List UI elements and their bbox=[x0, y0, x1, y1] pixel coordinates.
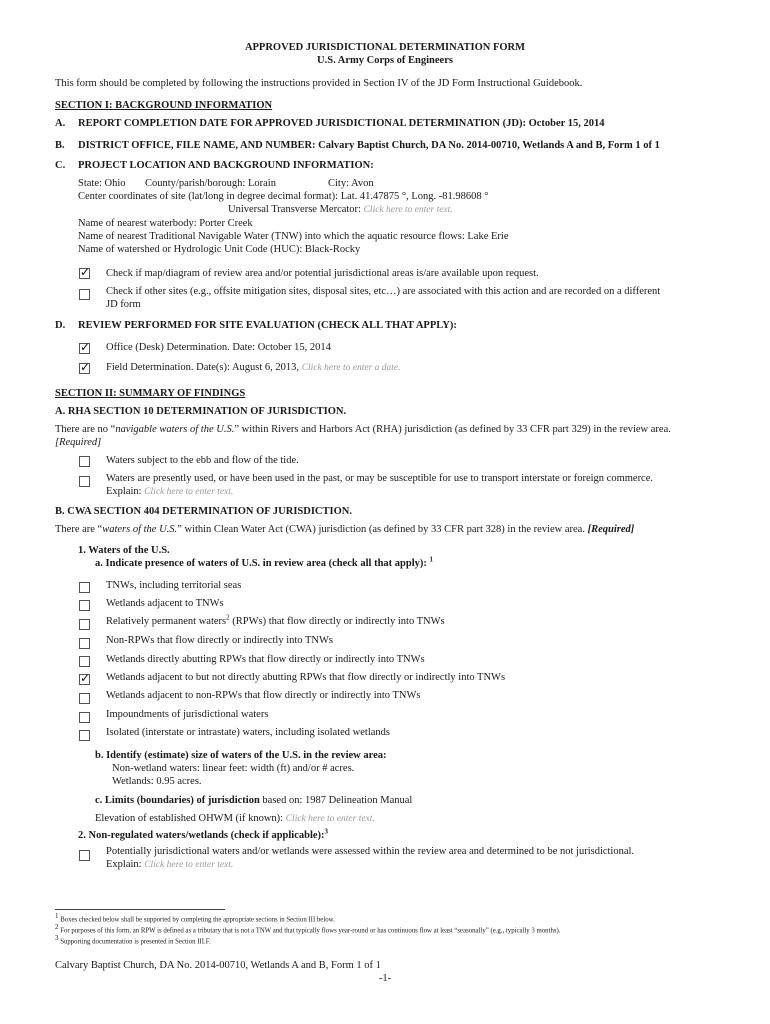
wetlands-directly-abutting-label: Wetlands directly abutting RPWs that flow directly or indirectly into TNWs bbox=[106, 654, 425, 665]
nearest-tnw: Name of nearest Traditional Navigable Water (TNW) into which the aquatic resource flows: Lake Erie bbox=[78, 231, 509, 242]
field-determination-checkbox[interactable] bbox=[79, 360, 91, 374]
county-field: County/parish/borough: Lorain bbox=[145, 178, 276, 189]
footnote-3-text: Supporting documentation is presented in Section III.F. bbox=[60, 938, 211, 946]
intro-text: This form should be completed by following the instructions provided in Section IV of the JD Form Instructional Guidebook. bbox=[55, 78, 583, 89]
footnote-1 bbox=[55, 912, 335, 924]
rha-explain-input[interactable]: Click here to enter text. bbox=[144, 487, 234, 497]
item-d-letter: D. bbox=[55, 320, 66, 331]
nearest-waterbody: Name of nearest waterbody: Porter Creek bbox=[78, 218, 253, 229]
rha-required: [Required] bbox=[55, 437, 102, 448]
rha-heading: A. RHA SECTION 10 DETERMINATION OF JURISDICTION. bbox=[55, 406, 347, 417]
footer-file: Calvary Baptist Church, DA No. 2014-00710, Wetlands A and B, Form 1 of 1 bbox=[55, 960, 381, 971]
tnws-checkbox[interactable] bbox=[79, 582, 90, 593]
rha-emphasis: navigable waters of the U.S. bbox=[115, 424, 235, 435]
item-a-letter: A. bbox=[55, 118, 66, 129]
review-performed-heading: REVIEW PERFORMED FOR SITE EVALUATION (CHECK ALL THAT APPLY): bbox=[78, 320, 457, 331]
footnote-2-text: For purposes of this form, an RPW is defined as a tributary that is not a TNW and that typically flows year-round or has continuous flow at least “seasonally” (e.g., typically 3 months). bbox=[60, 927, 561, 935]
project-location-heading: PROJECT LOCATION AND BACKGROUND INFORMATION: bbox=[78, 160, 374, 171]
identify-size-heading: b. Identify (estimate) size of waters of the U.S. in the review area: bbox=[95, 750, 387, 761]
map-available-label: Check if map/diagram of review area and/or potential jurisdictional areas is/are available upon request. bbox=[106, 268, 539, 279]
center-coordinates: Center coordinates of site (lat/long in degree decimal format): Lat. 41.47875 °, Long. -81.98608 ° bbox=[78, 191, 489, 202]
footnote-3 bbox=[55, 934, 211, 946]
rha-explain-label: Explain: bbox=[106, 486, 142, 497]
office-determination-checkbox[interactable] bbox=[79, 340, 91, 354]
watershed-huc: Name of watershed or Hydrologic Unit Code (HUC): Black-Rocky bbox=[78, 244, 361, 255]
non-regulated-explain-label: Explain: bbox=[106, 859, 142, 870]
other-sites-checkbox[interactable] bbox=[79, 289, 90, 300]
wetlands-acres: Wetlands: 0.95 acres. bbox=[112, 776, 202, 787]
ohwm-row bbox=[95, 813, 375, 825]
cwa-pre: There are “ bbox=[55, 524, 103, 535]
rha-ebb-flow-label: Waters subject to the ebb and flow of the tide. bbox=[106, 455, 299, 466]
rha-statement bbox=[55, 424, 671, 436]
wetlands-adjacent-tnws-checkbox[interactable] bbox=[79, 600, 90, 611]
tnws-label: TNWs, including territorial seas bbox=[106, 580, 242, 591]
rpws-text: Relatively permanent waters bbox=[106, 616, 227, 627]
waters-of-us-heading: 1. Waters of the U.S. bbox=[78, 545, 170, 556]
cwa-statement bbox=[55, 524, 634, 536]
rha-commerce-label: Waters are presently used, or have been used in the past, or may be susceptible for use to transport interstate or foreign commerce. bbox=[106, 473, 654, 484]
cwa-post: ” within Clean Water Act (CWA) jurisdiction (as defined by 33 CFR part 328) in the review area. bbox=[177, 524, 585, 535]
item-c-letter: C. bbox=[55, 160, 66, 171]
non-wetland-waters: Non-wetland waters: linear feet: width (ft) and/or # acres. bbox=[112, 763, 355, 774]
rha-commerce-checkbox[interactable] bbox=[79, 476, 90, 487]
wetlands-adjacent-non-rpws-label: Wetlands adjacent to non-RPWs that flow directly or indirectly into TNWs bbox=[106, 690, 421, 701]
non-regulated-heading bbox=[78, 827, 329, 842]
footnote-2 bbox=[55, 923, 561, 935]
impoundments-label: Impoundments of jurisdictional waters bbox=[106, 709, 269, 720]
non-regulated-explain-row bbox=[106, 859, 233, 871]
utm-label: Universal Transverse Mercator: bbox=[228, 204, 361, 215]
page-number: -1- bbox=[378, 973, 392, 984]
rpws-tail: (RPWs) that flow directly or indirectly into TNWs bbox=[229, 616, 445, 627]
cwa-emphasis: waters of the U.S. bbox=[102, 524, 178, 535]
form-subtitle: U.S. Army Corps of Engineers bbox=[317, 55, 453, 66]
utm-input[interactable]: Click here to enter text. bbox=[363, 205, 453, 215]
utm-row bbox=[228, 204, 453, 216]
other-sites-label: Check if other sites (e.g., offsite mitigation sites, disposal sites, etc…) are associated with this action and are recorded on a different bbox=[106, 286, 661, 297]
field-determination-label: Field Determination. Date(s): August 6, 2013, bbox=[106, 362, 300, 373]
rha-pre: There are no “ bbox=[55, 424, 116, 435]
footnote-1-number: 1 bbox=[55, 912, 59, 920]
field-determination-row bbox=[106, 362, 401, 374]
cwa-required: [Required] bbox=[587, 524, 635, 535]
footnote-ref-1: 1 bbox=[429, 555, 433, 564]
footnote-3-number: 3 bbox=[55, 934, 59, 942]
impoundments-checkbox[interactable] bbox=[79, 712, 90, 723]
rpws-checkbox[interactable] bbox=[79, 619, 90, 630]
field-date-input[interactable]: Click here to enter a date. bbox=[301, 363, 401, 373]
checkmark-icon: ✓ bbox=[80, 340, 91, 354]
isolated-waters-label: Isolated (interstate or intrastate) waters, including isolated wetlands bbox=[106, 727, 390, 738]
report-completion-date: REPORT COMPLETION DATE FOR APPROVED JURISDICTIONAL DETERMINATION (JD): October 15, 2014 bbox=[78, 118, 605, 129]
indicate-presence-text: a. Indicate presence of waters of U.S. in review area (check all that apply): bbox=[95, 558, 427, 569]
rpws-label bbox=[106, 613, 445, 628]
indicate-presence-heading bbox=[95, 555, 433, 570]
item-b-letter: B. bbox=[55, 140, 65, 151]
cwa-heading: B. CWA SECTION 404 DETERMINATION OF JURISDICTION. bbox=[55, 506, 352, 517]
limits-label: c. Limits (boundaries) of jurisdiction bbox=[95, 795, 260, 806]
section-2-heading: SECTION II: SUMMARY OF FINDINGS bbox=[55, 388, 246, 399]
footnote-ref-2: 2 bbox=[226, 613, 230, 622]
ohwm-input[interactable]: Click here to enter text. bbox=[285, 814, 375, 824]
non-rpws-label: Non-RPWs that flow directly or indirectly into TNWs bbox=[106, 635, 333, 646]
wetlands-adjacent-not-abutting-checkbox[interactable] bbox=[79, 671, 91, 685]
footnote-divider bbox=[55, 909, 225, 910]
wetlands-adjacent-not-abutting-label: Wetlands adjacent to but not directly abutting RPWs that flow directly or indirectly into TNWs bbox=[106, 672, 506, 683]
non-regulated-text: 2. Non-regulated waters/wetlands (check if applicable): bbox=[78, 830, 325, 841]
limits-of-jurisdiction bbox=[95, 795, 412, 807]
wetlands-adjacent-non-rpws-checkbox[interactable] bbox=[79, 693, 90, 704]
isolated-waters-checkbox[interactable] bbox=[79, 730, 90, 741]
footnote-1-text: Boxes checked below shall be supported by completing the appropriate sections in Section III below. bbox=[60, 916, 335, 924]
other-sites-label-cont: JD form bbox=[106, 299, 141, 310]
rha-post: ” within Rivers and Harbors Act (RHA) jurisdiction (as defined by 33 CFR part 329) in the review area. bbox=[234, 424, 671, 435]
form-title: APPROVED JURISDICTIONAL DETERMINATION FORM bbox=[244, 42, 526, 53]
ohwm-label: Elevation of established OHWM (if known): bbox=[95, 813, 284, 824]
checkmark-icon: ✓ bbox=[80, 360, 91, 374]
non-regulated-checkbox[interactable] bbox=[79, 850, 90, 861]
footnote-2-number: 2 bbox=[55, 923, 59, 931]
section-1-heading: SECTION I: BACKGROUND INFORMATION bbox=[55, 100, 273, 111]
non-regulated-label: Potentially jurisdictional waters and/or wetlands were assessed within the review area and determined to be not jurisdictional. bbox=[106, 846, 635, 857]
checkmark-icon: ✓ bbox=[80, 265, 91, 279]
limits-value: based on: 1987 Delineation Manual bbox=[259, 795, 413, 806]
state-field: State: Ohio bbox=[78, 178, 126, 189]
wetlands-adjacent-tnws-label: Wetlands adjacent to TNWs bbox=[106, 598, 224, 609]
rha-ebb-flow-checkbox[interactable] bbox=[79, 456, 90, 467]
non-rpws-checkbox[interactable] bbox=[79, 638, 90, 649]
checkmark-icon: ✓ bbox=[80, 671, 91, 685]
rha-explain-row bbox=[106, 486, 233, 498]
wetlands-directly-abutting-checkbox[interactable] bbox=[79, 656, 90, 667]
office-determination-label: Office (Desk) Determination. Date: October 15, 2014 bbox=[106, 342, 331, 353]
district-office-file: DISTRICT OFFICE, FILE NAME, AND NUMBER: Calvary Baptist Church, DA No. 2014-00710, Wetlands A and B, Form 1 of 1 bbox=[78, 140, 660, 151]
footnote-ref-3: 3 bbox=[324, 827, 329, 836]
city-field: City: Avon bbox=[328, 178, 374, 189]
non-regulated-explain-input[interactable]: Click here to enter text. bbox=[144, 860, 234, 870]
map-available-checkbox[interactable] bbox=[79, 265, 91, 279]
